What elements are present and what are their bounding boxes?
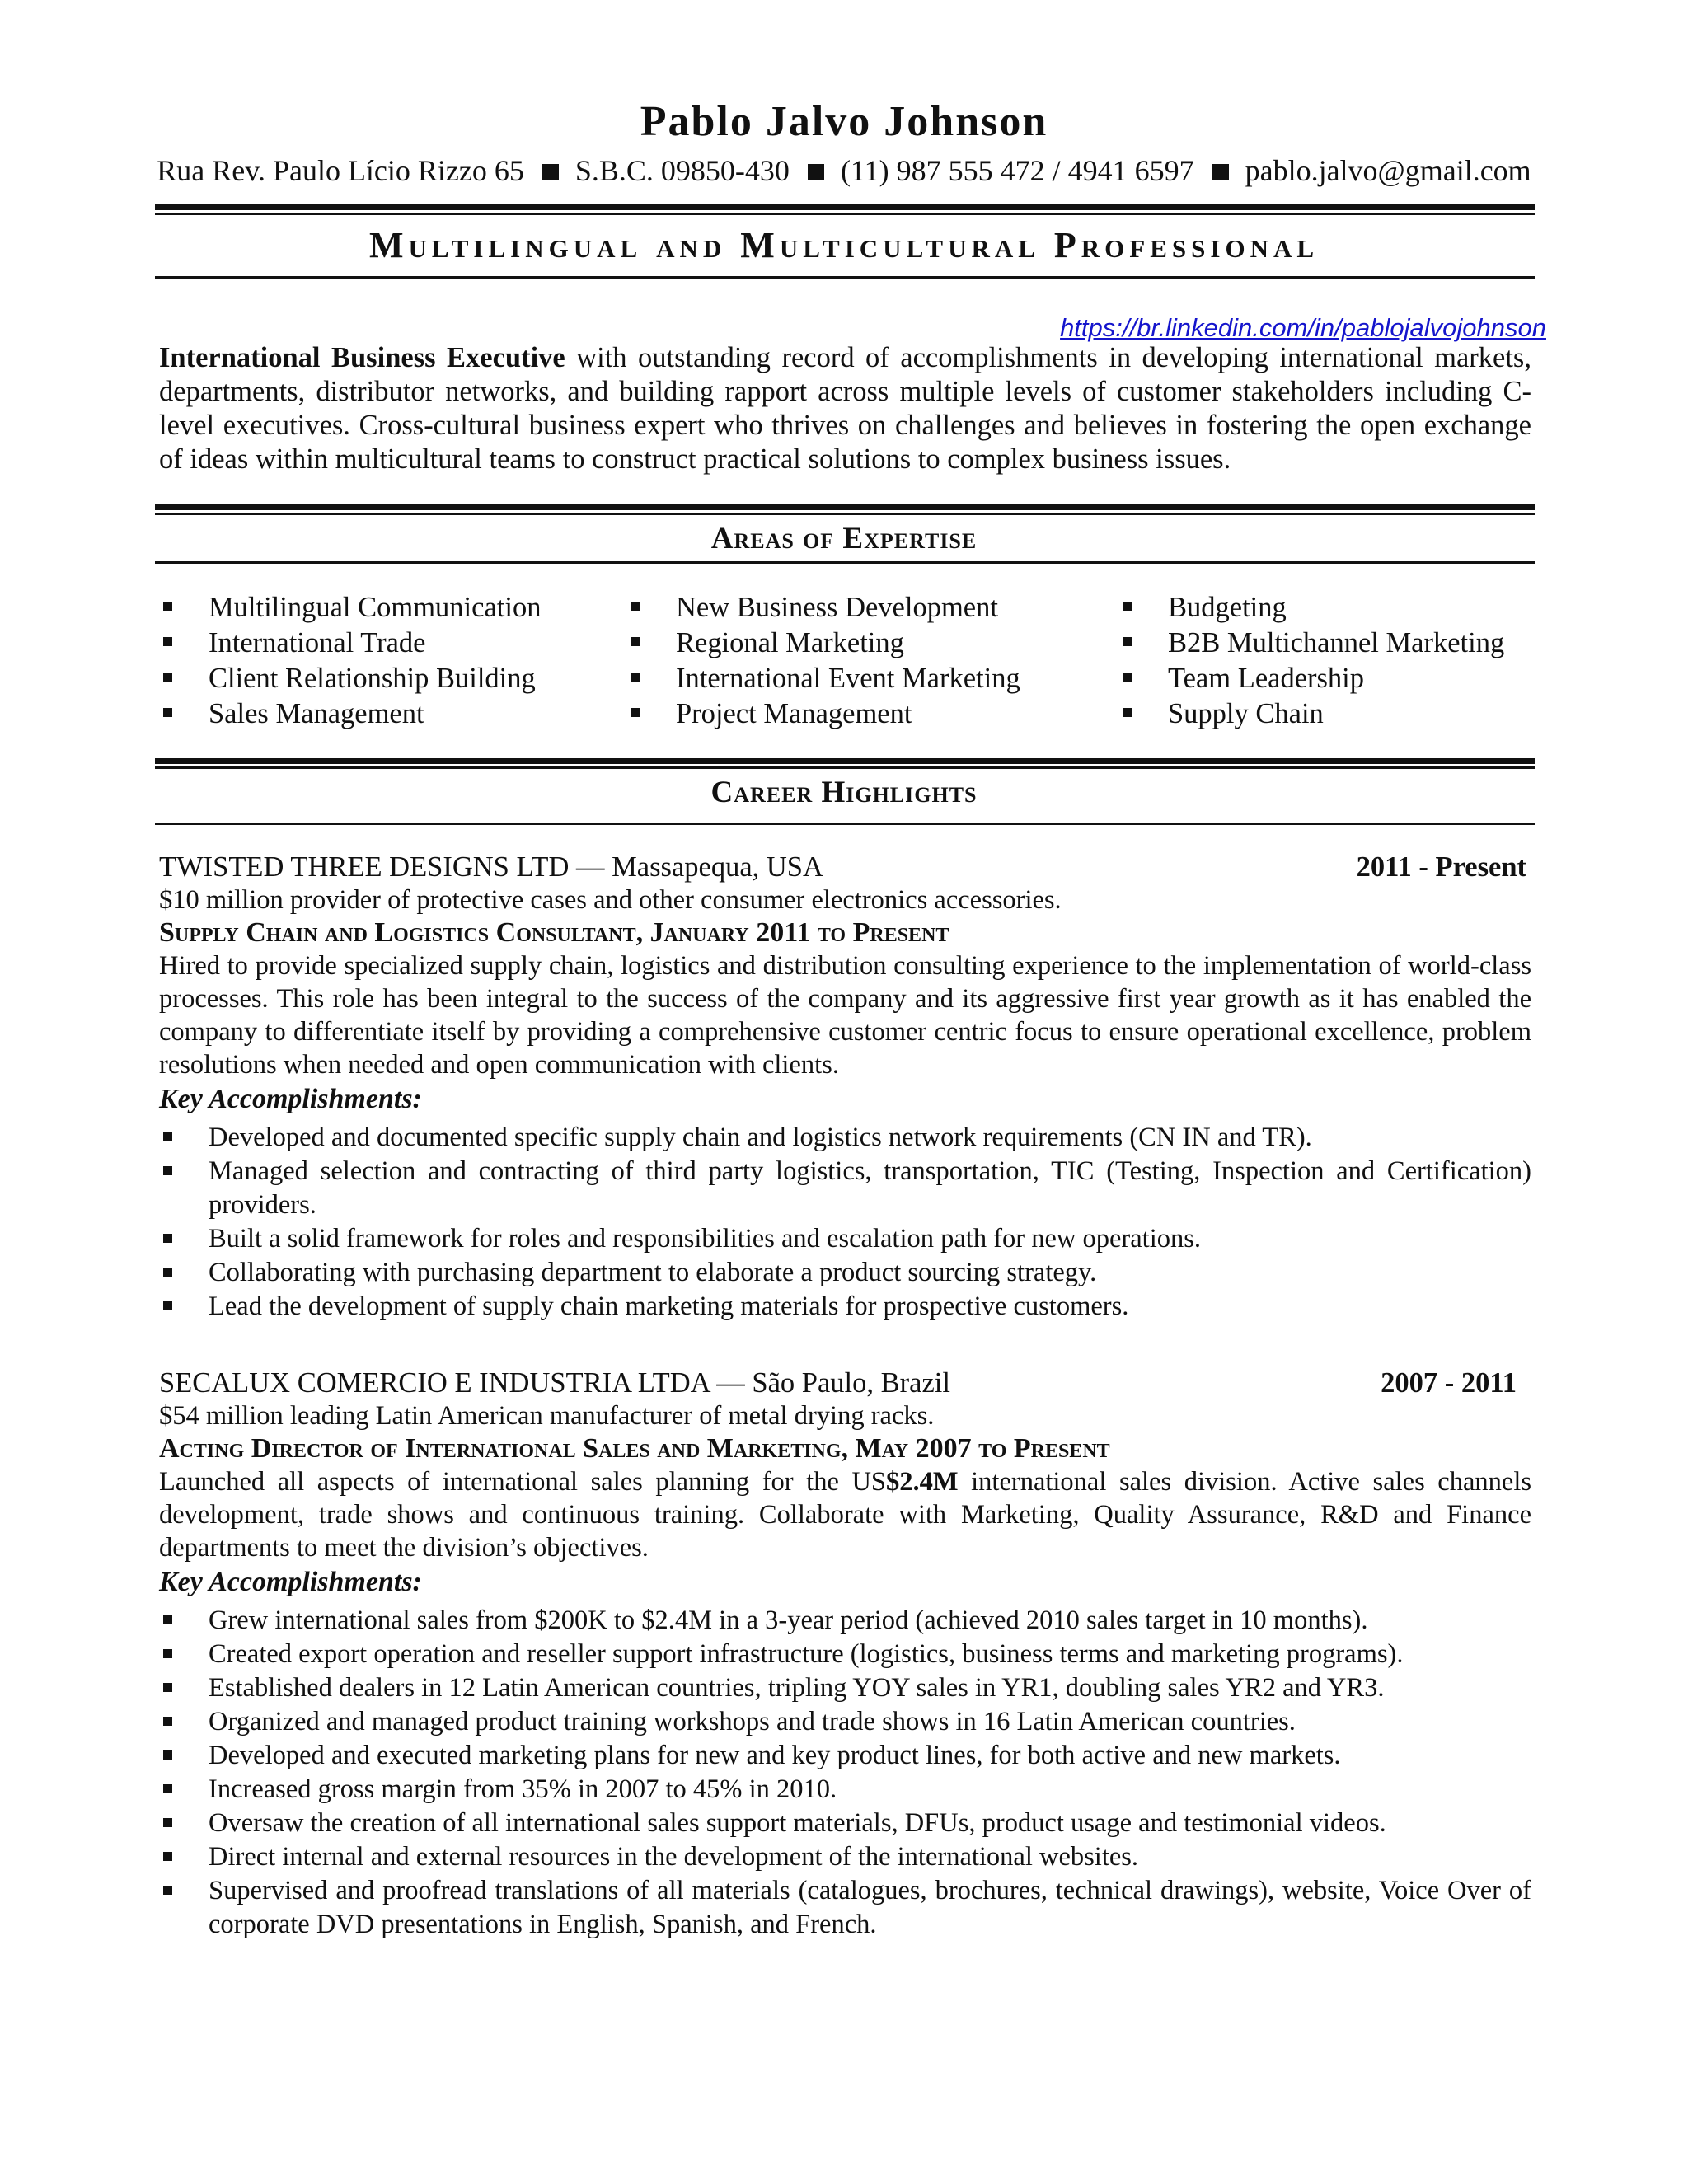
job-title: Acting Director of International Sales and Marketing, May 2007 to Present	[159, 1433, 1110, 1464]
list-item: Project Management	[626, 696, 1020, 732]
company-description: $54 million leading Latin American manufacturer of metal drying racks.	[159, 1401, 935, 1431]
bullet-icon	[1123, 673, 1132, 682]
list-item: Client Relationship Building	[159, 661, 541, 696]
bullet-icon	[163, 602, 172, 611]
accomplishments-label: Key Accomplishments:	[159, 1084, 422, 1114]
summary-text: with outstanding record of accomplishments in developing international markets, departments, distributor networks, and building rapport across multiple levels of customer stakeholders including C-level executives. Cross-cultural business expert who thrives on challenges and believes in fostering the open exchange of ideas within multicultural teams to construct practical solutions to complex business issues.	[159, 342, 1531, 475]
list-item: International Trade	[159, 626, 541, 661]
address: Rua Rev. Paulo Lício Rizzo 65	[157, 154, 524, 187]
list-item: International Event Marketing	[626, 661, 1020, 696]
list-item: Increased gross margin from 35% in 2007 to 45% in 2010.	[159, 1773, 1531, 1807]
bullet-icon	[163, 1886, 172, 1895]
company: SECALUX COMERCIO E INDUSTRIA LTDA — São Paulo, Brazil	[159, 1367, 950, 1399]
list-item: Multilingual Communication	[159, 590, 541, 626]
expertise-column-1	[159, 590, 541, 732]
list-item: Supervised and proofread translations of all materials (catalogues, brochures, technical drawings), website, Voice Over of corporate DVD presentations in English, Spanish, and French.	[159, 1874, 1531, 1942]
linkedin-link[interactable]: https://br.linkedin.com/in/pablojalvojohnson	[1060, 313, 1546, 342]
list-item: Regional Marketing	[626, 626, 1020, 661]
career-title: Career Highlights	[710, 776, 978, 809]
city-zip: S.B.C. 09850-430	[574, 154, 790, 187]
bullet-icon	[163, 1268, 172, 1277]
list-item: Created export operation and reseller support infrastructure (logistics, business terms and marketing programs).	[159, 1638, 1531, 1671]
bullet-icon	[163, 1132, 172, 1141]
bullet-icon	[163, 673, 172, 682]
bullet-icon	[163, 1717, 172, 1726]
list-item: Organized and managed product training workshops and trade shows in 16 Latin American countries.	[159, 1705, 1531, 1739]
job-header	[159, 851, 1531, 883]
bullet-icon	[163, 1683, 172, 1692]
divider	[155, 513, 1535, 515]
summary-lead: International Business Executive	[159, 342, 565, 373]
job-summary: Launched all aspects of international sales planning for the US$2.4M international sales division. Active sales channels development, trade shows and continuous training. Collaborate with Marketing, Quality Assurance, R&D and Finance departments to meet the division’s objectives.	[159, 1467, 1531, 1563]
bullet-icon	[631, 602, 640, 611]
bullet-icon	[631, 637, 640, 646]
expertise-column-2	[626, 590, 1020, 732]
company-description: $10 million provider of protective cases and other consumer electronics accessories.	[159, 885, 1062, 915]
accomplishments-list	[159, 1121, 1531, 1324]
bullet-icon	[163, 1818, 172, 1827]
expertise-title: Areas of Expertise	[710, 522, 978, 555]
list-item: Supply Chain	[1118, 696, 1504, 732]
candidate-name: Pablo Jalvo Johnson	[640, 98, 1048, 145]
divider	[155, 504, 1535, 510]
divider	[155, 758, 1535, 764]
list-item: B2B Multichannel Marketing	[1118, 626, 1504, 661]
profile-summary	[159, 341, 1531, 476]
list-item: Lead the development of supply chain marketing materials for prospective customers.	[159, 1290, 1531, 1324]
bullet-icon	[163, 1301, 172, 1310]
bullet-icon	[1123, 708, 1132, 717]
list-item: Oversaw the creation of all international sales support materials, DFUs, product usage and testimonial videos.	[159, 1807, 1531, 1840]
bullet-icon	[1123, 637, 1132, 646]
list-item: Developed and documented specific supply chain and logistics network requirements (CN IN and TR).	[159, 1121, 1531, 1155]
list-item: Developed and executed marketing plans for new and key product lines, for both active and new markets.	[159, 1739, 1531, 1773]
accomplishments-label: Key Accomplishments:	[159, 1567, 422, 1597]
bullet-icon	[163, 1615, 172, 1624]
email[interactable]: pablo.jalvo@gmail.com	[1245, 154, 1531, 187]
phone: (11) 987 555 472 / 4941 6597	[840, 154, 1194, 187]
list-item: Direct internal and external resources in the development of the international websites.	[159, 1840, 1531, 1874]
divider	[155, 204, 1535, 210]
contact-line	[0, 153, 1688, 188]
accomplishments-list	[159, 1604, 1531, 1942]
list-item: Budgeting	[1118, 590, 1504, 626]
bullet-icon	[163, 1750, 172, 1760]
company: TWISTED THREE DESIGNS LTD — Massapequa, USA	[159, 851, 823, 883]
bullet-icon	[163, 637, 172, 646]
job-entry	[159, 851, 1531, 1324]
square-separator-icon	[1212, 164, 1229, 180]
job-summary: Hired to provide specialized supply chain, logistics and distribution consulting experience to the implementation of world-class processes. This role has been integral to the success of the company and its aggressive first year growth as it has enabled the company to differentiate itself by providing a comprehensive customer centric focus to ensure operational excellence, problem resolutions when needed and open communication with clients.	[159, 951, 1531, 1080]
bullet-icon	[631, 708, 640, 717]
list-item: Built a solid framework for roles and responsibilities and escalation path for new operations.	[159, 1222, 1531, 1256]
list-item: New Business Development	[626, 590, 1020, 626]
job-entry	[159, 1366, 1531, 1942]
square-separator-icon	[808, 164, 824, 180]
divider	[155, 561, 1535, 564]
job-dates: 2011 - Present	[1356, 851, 1526, 883]
bullet-icon	[163, 1166, 172, 1175]
bullet-icon	[631, 673, 640, 682]
list-item: Managed selection and contracting of third party logistics, transportation, TIC (Testing, Inspection and Certification) providers.	[159, 1155, 1531, 1222]
divider	[155, 276, 1535, 279]
job-dates: 2007 - 2011	[1381, 1367, 1517, 1399]
divider	[155, 823, 1535, 825]
bullet-icon	[1123, 602, 1132, 611]
square-separator-icon	[542, 164, 559, 180]
bullet-icon	[163, 1784, 172, 1793]
job-title: Supply Chain and Logistics Consultant, January 2011 to Present	[159, 917, 950, 948]
divider	[155, 213, 1535, 215]
expertise-column-3	[1118, 590, 1504, 732]
bullet-icon	[163, 1649, 172, 1658]
list-item: Established dealers in 12 Latin American countries, tripling YOY sales in YR1, doubling sales YR2 and YR3.	[159, 1671, 1531, 1705]
bullet-icon	[163, 1234, 172, 1243]
list-item: Collaborating with purchasing department to elaborate a product sourcing strategy.	[159, 1256, 1531, 1290]
divider	[155, 766, 1535, 769]
bullet-icon	[163, 708, 172, 717]
list-item: Sales Management	[159, 696, 541, 732]
list-item: Team Leadership	[1118, 661, 1504, 696]
professional-headline: Multilingual and Multicultural Professional	[368, 225, 1320, 265]
job-header	[159, 1366, 1531, 1399]
list-item: Grew international sales from $200K to $2.4M in a 3-year period (achieved 2010 sales target in 10 months).	[159, 1604, 1531, 1638]
bullet-icon	[163, 1852, 172, 1861]
